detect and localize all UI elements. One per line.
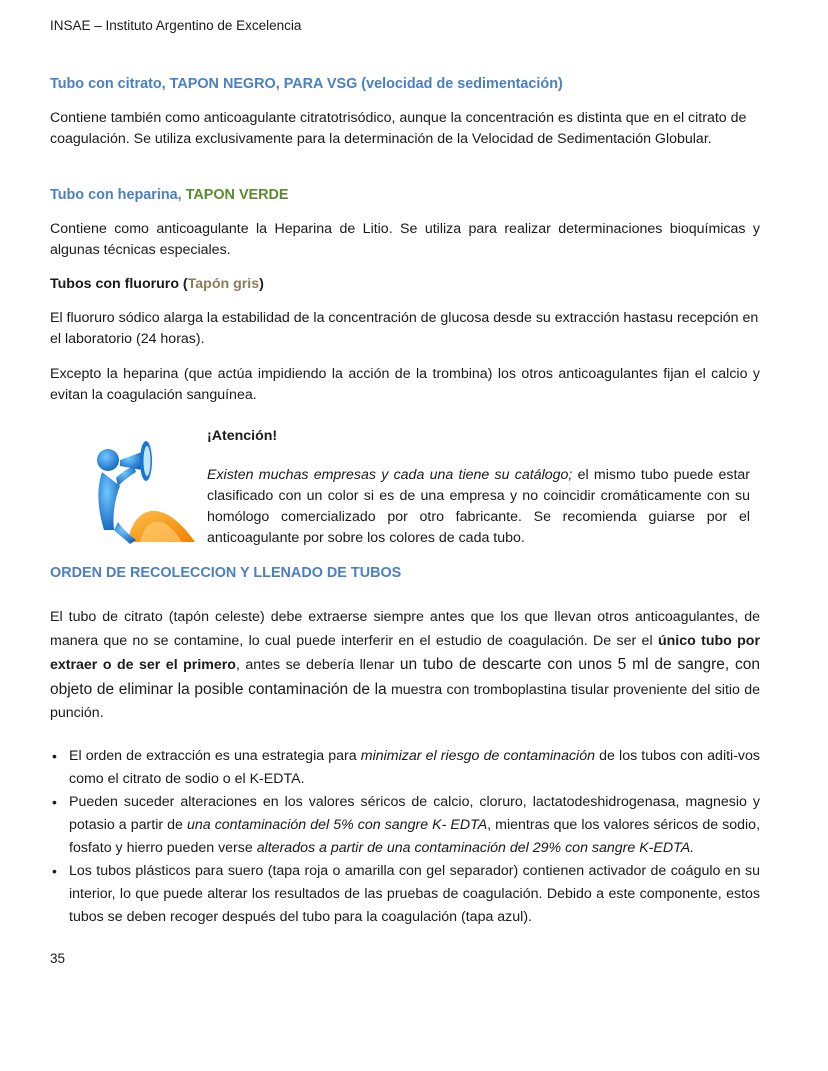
heading-fluoruro-text: Tubos con fluoruro ( — [50, 276, 188, 292]
heading-fluoruro-tapon: Tapón gris — [187, 276, 260, 292]
attention-rest: el mismo tubo puede estar clasificado con un color si es de una empresa y no coincidir cromáticamente con su homólogo comercializado por otro fabricante. Se recomienda guiarse por el anticoagulante por sobre los colores de cada tubo. — [207, 467, 751, 546]
bullet-list — [50, 745, 760, 929]
bullet2-italic-2: alterados a partir de una contaminación del 29% con sangre K-EDTA. — [256, 840, 695, 856]
bullet2-text-b: , mientras que los valores séricos de sodio, fosfato y hierro pueden verse — [69, 817, 761, 856]
page-number: 35 — [50, 951, 66, 966]
orden-text-large: un tubo de descarte con unos 5 ml de sangre, con objeto de eliminar la posible contaminación de la — [50, 656, 760, 698]
heading-citrato-vsg: Tubo con citrato, TAPON NEGRO, PARA VSG (velocidad de sedimentación) — [50, 76, 563, 92]
orden-text-b: , antes se debería llenar — [235, 657, 400, 673]
bullet2-italic-1: una contaminación del 5% con sangre K- EDTA — [186, 817, 488, 833]
heading-fluoruro — [50, 274, 760, 295]
heading-fluoruro-close: ) — [259, 276, 264, 292]
attention-title: ¡Atención! — [207, 428, 278, 444]
orden-text-c: muestra con tromboplastina tisular proveniente del sitio de punción. — [50, 681, 760, 721]
megaphone-figure-icon — [90, 430, 200, 548]
list-item — [50, 860, 760, 929]
bullet1-text-b: de los tubos con aditi-vos como el citrato de sodio o el K-EDTA. — [69, 748, 760, 787]
bullet1-text-a: El orden de extracción es una estrategia para — [69, 748, 361, 764]
heading-orden-recoleccion: ORDEN DE RECOLECCION Y LLENADO DE TUBOS — [50, 565, 402, 581]
paragraph-heparina: Contiene como anticoagulante la Heparina de Litio. Se utiliza para realizar determinaciones bioquímicas y algunas técnicas especiales. — [50, 221, 760, 258]
list-item — [50, 745, 760, 791]
orden-text-a: El tubo de citrato (tapón celeste) debe extraerse siempre antes que los que llevan otros anticoagulantes, de manera que no se contamine, lo cual puede interferir en el estudio de coagulación. De ser el — [50, 609, 760, 649]
list-item — [50, 791, 760, 860]
paragraph-heparina-calcio: Excepto la heparina (que actúa impidiendo la acción de la trombina) los otros anticoagulantes fijan el calcio y evitan la coagulación sanguínea. — [50, 366, 760, 403]
heading-heparina-tapon: TAPON VERDE — [185, 187, 289, 203]
attention-italic: Existen muchas empresas y cada una tiene su catálogo; — [207, 467, 573, 483]
paragraph-orden-recoleccion — [50, 606, 760, 726]
paragraph-citrato-vsg: Contiene también como anticoagulante citratotrisódico, aunque la concentración es distinta que en el citrato de coagulación. Se utiliza exclusivamente para la determinación de la Velocidad de Sedimentación Globular. — [50, 110, 747, 147]
bullet3-text: Los tubos plásticos para suero (tapa roja o amarilla con gel separador) contienen activador de coágulo en su interior, lo que puede alterar los resultados de las pruebas de coagulación. Debido a este componente, estos tubos se deben recoger después del tubo para la coagulación (tapa azul). — [69, 863, 760, 925]
attention-body — [207, 465, 750, 549]
heading-heparina — [50, 185, 760, 206]
heading-heparina-text: Tubo con heparina, — [50, 187, 186, 203]
paragraph-fluoruro: El fluoruro sódico alarga la estabilidad de la concentración de glucosa desde su extracción hastasu recepción en el laboratorio (24 horas). — [50, 310, 759, 347]
bullet2-text-a: Pueden suceder alteraciones en los valores séricos de calcio, cloruro, lactatodeshidrogenasa, magnesio y potasio a partir de — [69, 794, 760, 833]
page-header: INSAE – Instituto Argentino de Excelencia — [50, 18, 302, 33]
orden-bold: único tubo por extraer o de ser el primero — [50, 632, 760, 673]
bullet1-italic: minimizar el riesgo de contaminación — [360, 748, 595, 764]
